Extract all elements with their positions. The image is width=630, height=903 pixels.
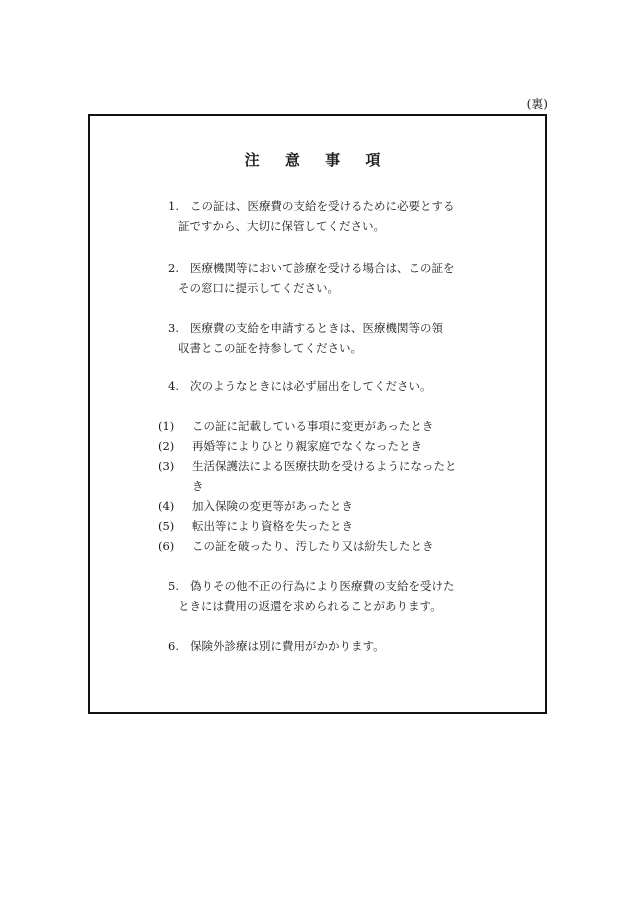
sub-item-text: この証を破ったり、汚したり又は紛失したとき — [192, 539, 434, 553]
notice-item-5 — [168, 576, 455, 616]
item-number: 5. — [168, 579, 179, 593]
sub-item-4 — [158, 496, 353, 516]
item-text: 医療機関等において診療を受ける場合は、この証を — [190, 261, 455, 275]
item-number: 4. — [168, 379, 179, 393]
item-number: 3. — [168, 321, 179, 335]
item-text-continued: 証ですから、大切に保管してください。 — [178, 219, 385, 233]
notice-title: 注 意 事 項 — [244, 151, 391, 169]
sub-item-text: この証に記載している事項に変更があったとき — [192, 419, 434, 433]
item-number: 2. — [168, 261, 179, 275]
sub-item-number: (2) — [158, 439, 175, 453]
item-text: 次のようなときには必ず届出をしてください。 — [190, 379, 432, 393]
item-text-continued: その窓口に提示してください。 — [178, 281, 339, 295]
notice-item-3 — [168, 318, 443, 358]
reverse-side-label: (裏) — [526, 97, 548, 111]
item-number: 6. — [168, 639, 179, 653]
sub-item-text: 生活保護法による医療扶助を受けるようになったと — [192, 459, 457, 473]
item-text: 偽りその他不正の行為により医療費の支給を受けた — [190, 579, 455, 593]
notice-item-2 — [168, 258, 455, 298]
sub-item-number: (6) — [158, 539, 175, 553]
notice-frame — [88, 114, 547, 714]
sub-item-number: (3) — [158, 459, 175, 473]
sub-item-text: 加入保険の変更等があったとき — [192, 499, 353, 513]
item-text-continued: 収書とこの証を持参してください。 — [178, 341, 362, 355]
sub-item-text: 再婚等によりひとり親家庭でなくなったとき — [192, 439, 422, 453]
notice-item-6 — [168, 636, 385, 656]
item-text: 保険外診療は別に費用がかかります。 — [190, 639, 385, 653]
sub-item-number: (4) — [158, 499, 175, 513]
sub-item-1 — [158, 416, 433, 436]
item-text: 医療費の支給を申請するときは、医療機関等の領 — [190, 321, 443, 335]
sub-item-3 — [158, 456, 457, 496]
item-number: 1. — [168, 199, 179, 213]
notice-item-4 — [168, 376, 432, 396]
notice-item-1 — [168, 196, 455, 236]
sub-item-number: (1) — [158, 419, 175, 433]
sub-item-number: (5) — [158, 519, 175, 533]
sub-item-2 — [158, 436, 422, 456]
item-text-continued: ときには費用の返還を求められることがあります。 — [178, 599, 442, 613]
sub-item-text-continued: き — [192, 479, 204, 493]
sub-item-6 — [158, 536, 434, 556]
item-text: この証は、医療費の支給を受けるために必要とする — [190, 199, 455, 213]
sub-item-text: 転出等により資格を失ったとき — [192, 519, 353, 533]
sub-item-5 — [158, 516, 353, 536]
